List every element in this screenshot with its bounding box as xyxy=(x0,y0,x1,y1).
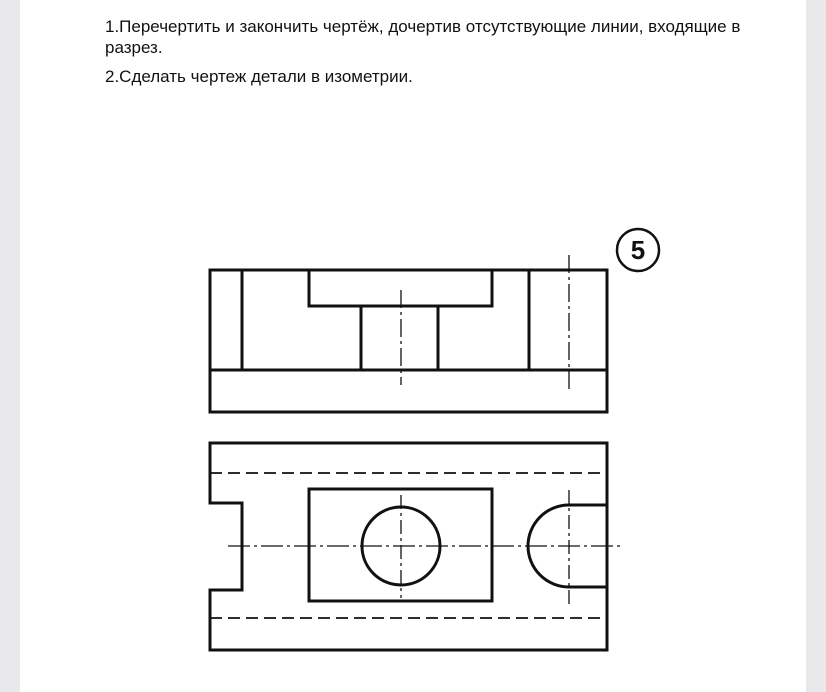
front-outline xyxy=(210,270,607,412)
top-view xyxy=(210,443,622,650)
task-1-text: 1.Перечертить и закончить чертёж, дочертив отсутствующие линии, входящие в разрез. xyxy=(105,17,741,57)
drawing-number: 5 xyxy=(630,235,646,265)
front-view xyxy=(210,255,607,412)
task-2-text: 2.Сделать чертеж детали в изометрии. xyxy=(105,67,413,86)
